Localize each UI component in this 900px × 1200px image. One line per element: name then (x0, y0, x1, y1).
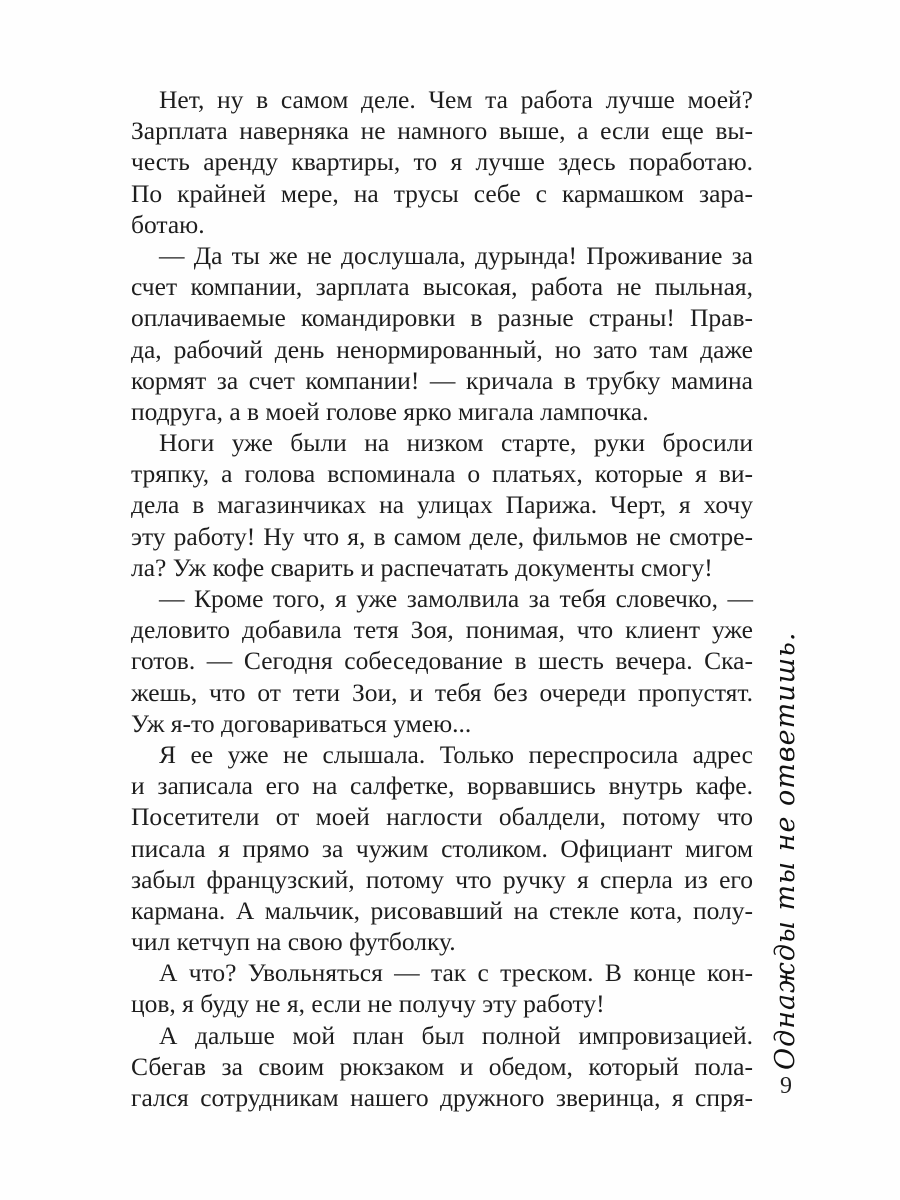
text-line: А что? Увольняться — так с треском. В конце кон- (159, 958, 753, 988)
text-line: жешь, что от тети Зои, и тебя без очереди пропустят. (131, 677, 753, 707)
text-line: Посетители от моей наглости обалдели, потому что (131, 802, 753, 832)
paragraph (131, 427, 753, 583)
text-line: дела в магазинчиках на улицах Парижа. Черт, я хочу (131, 490, 753, 520)
text-line: ботаю. (131, 209, 205, 239)
text-line: гался сотрудникам нашего дружного зверинца, я спря- (131, 1083, 753, 1112)
text-line: — Да ты же не дослушала, дурында! Проживание за (159, 240, 753, 270)
text-line: А дальше мой план был полной импровизацией. (159, 1020, 753, 1050)
text-line: подруга, а в моей голове ярко мигала лампочка. (131, 396, 649, 426)
text-line: забыл французский, потому что ручку я сперла из его (131, 864, 753, 894)
text-line: Зарплата наверняка не намного выше, а если еще вы- (131, 116, 753, 146)
text-line: ла? Уж кофе сварить и распечатать документы смогу! (131, 552, 713, 582)
text-line: готов. — Сегодня собеседование в шесть вечера. Ска- (131, 646, 753, 676)
text-line: тряпку, а голова вспоминала о платьях, которые я ви- (131, 459, 753, 489)
paragraph (131, 1020, 753, 1114)
text-line: Я ее уже не слышала. Только переспросила адрес (159, 739, 753, 769)
text-line: Сбегав за своим рюкзаком и обедом, который пола- (131, 1051, 753, 1081)
text-line: чил кетчуп на свою футболку. (131, 927, 456, 957)
paragraph (131, 84, 753, 240)
text-line: да, рабочий день ненормированный, но зато там даже (131, 334, 753, 364)
running-title: Однажды ты не ответишь. (770, 631, 801, 1070)
text-line: деловито добавила тетя Зоя, понимая, что клиент уже (131, 615, 753, 645)
text-line: писала я прямо за чужим столиком. Официант мигом (131, 833, 753, 863)
text-line: и записала его на салфетке, ворвавшись внутрь кафе. (131, 771, 753, 801)
text-line: счет компании, зарплата высокая, работа не пыльная, (131, 272, 753, 302)
text-line: честь аренду квартиры, то я лучше здесь поработаю. (131, 147, 753, 177)
text-line: кармана. А мальчик, рисовавший на стекле кота, полу- (131, 895, 753, 925)
body-text (131, 84, 753, 1113)
text-line: Ноги уже были на низком старте, руки бросили (159, 428, 753, 458)
paragraph (131, 583, 753, 739)
paragraph (131, 240, 753, 427)
page-number: 9 (780, 1073, 792, 1099)
text-line: эту работу! Ну что я, в самом деле, фильмов не смотре- (131, 521, 753, 551)
text-line: цов, я буду не я, если не получу эту работу! (131, 989, 605, 1019)
text-line: — Кроме того, я уже замолвила за тебя словечко, — (159, 584, 753, 613)
text-line: Нет, ну в самом деле. Чем та работа лучше моей? (159, 85, 753, 114)
paragraph (131, 739, 753, 957)
text-line: оплачиваемые командировки в разные страны! Прав- (131, 303, 753, 333)
text-line: Уж я-то договариваться умею... (131, 708, 472, 738)
paragraph (131, 957, 753, 1019)
text-line: По крайней мере, на трусы себе с кармашком зара- (131, 178, 753, 208)
text-line: кормят за счет компании! — кричала в трубку мамина (131, 365, 753, 395)
